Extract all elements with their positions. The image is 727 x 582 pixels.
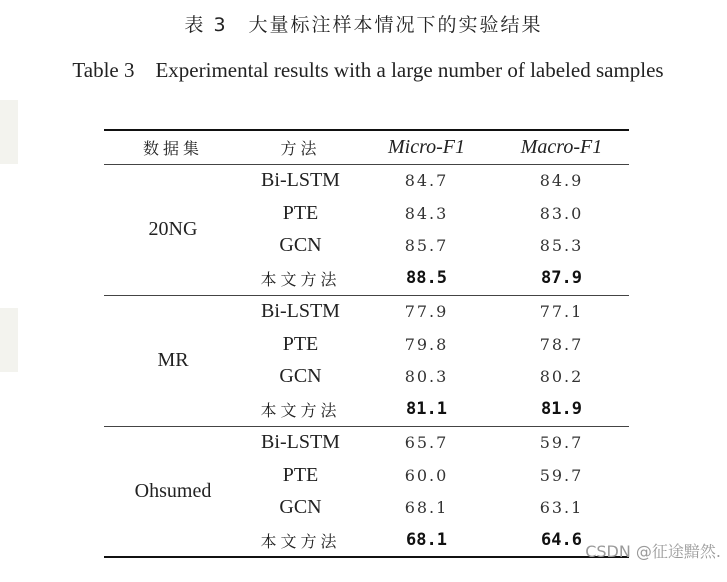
- table-row: [104, 295, 629, 328]
- micro-f1-cell: 68.1: [404, 498, 449, 518]
- micro-f1-cell: 79.8: [404, 334, 449, 354]
- header-method: 方法: [242, 130, 359, 164]
- dataset-cell: Ohsumed: [104, 426, 242, 557]
- macro-f1-cell: 64.6: [494, 524, 629, 557]
- micro-f1-cell: 65.7: [404, 433, 449, 453]
- header-dataset: 数据集: [104, 130, 242, 164]
- method-cell: Bi-LSTM: [261, 169, 340, 192]
- macro-f1-cell: 84.9: [539, 171, 584, 191]
- header-row: [104, 130, 629, 164]
- macro-f1-cell: 78.7: [539, 334, 584, 354]
- macro-f1-cell: 59.7: [539, 465, 584, 485]
- results-table: [104, 129, 629, 558]
- page-edge-fragment: [0, 308, 18, 372]
- micro-f1-cell: 88.5: [359, 262, 494, 295]
- macro-f1-cell: 87.9: [494, 262, 629, 295]
- method-cell: 本文方法: [242, 262, 359, 295]
- table-caption-english: Table 3 Experimental results with a large number of labeled samples: [72, 58, 664, 82]
- method-cell: GCN: [279, 234, 322, 257]
- page-edge-fragment: [0, 100, 18, 164]
- method-cell: Bi-LSTM: [261, 300, 340, 323]
- micro-f1-cell: 77.9: [404, 302, 449, 322]
- micro-f1-cell: 60.0: [404, 465, 449, 485]
- macro-f1-cell: 80.2: [539, 367, 584, 387]
- micro-f1-cell: 85.7: [404, 236, 449, 256]
- header-macro-f1: Macro-F1: [494, 130, 629, 164]
- macro-f1-cell: 63.1: [539, 498, 584, 518]
- table-row: [104, 426, 629, 459]
- method-cell: Bi-LSTM: [261, 431, 340, 454]
- method-cell: 本文方法: [242, 524, 359, 557]
- micro-f1-cell: 80.3: [404, 367, 449, 387]
- macro-f1-cell: 77.1: [539, 302, 584, 322]
- table-row: [104, 164, 629, 197]
- macro-f1-cell: 85.3: [539, 236, 584, 256]
- method-cell: GCN: [279, 496, 322, 519]
- micro-f1-cell: 84.3: [404, 203, 449, 223]
- watermark: CSDN @征途黯然.: [585, 542, 721, 561]
- method-cell: PTE: [282, 201, 319, 224]
- header-micro-f1: Micro-F1: [359, 130, 494, 164]
- micro-f1-cell: 84.7: [404, 171, 449, 191]
- macro-f1-cell: 59.7: [539, 433, 584, 453]
- micro-f1-cell: 68.1: [359, 524, 494, 557]
- macro-f1-cell: 83.0: [539, 203, 584, 223]
- method-cell: GCN: [279, 365, 322, 388]
- method-cell: PTE: [282, 463, 319, 486]
- method-cell: PTE: [282, 332, 319, 355]
- macro-f1-cell: 81.9: [494, 393, 629, 426]
- method-cell: 本文方法: [242, 393, 359, 426]
- micro-f1-cell: 81.1: [359, 393, 494, 426]
- dataset-cell: 20NG: [104, 164, 242, 295]
- dataset-cell: MR: [104, 295, 242, 426]
- table-caption-chinese: 表 3 大量标注样本情况下的实验结果: [184, 14, 543, 36]
